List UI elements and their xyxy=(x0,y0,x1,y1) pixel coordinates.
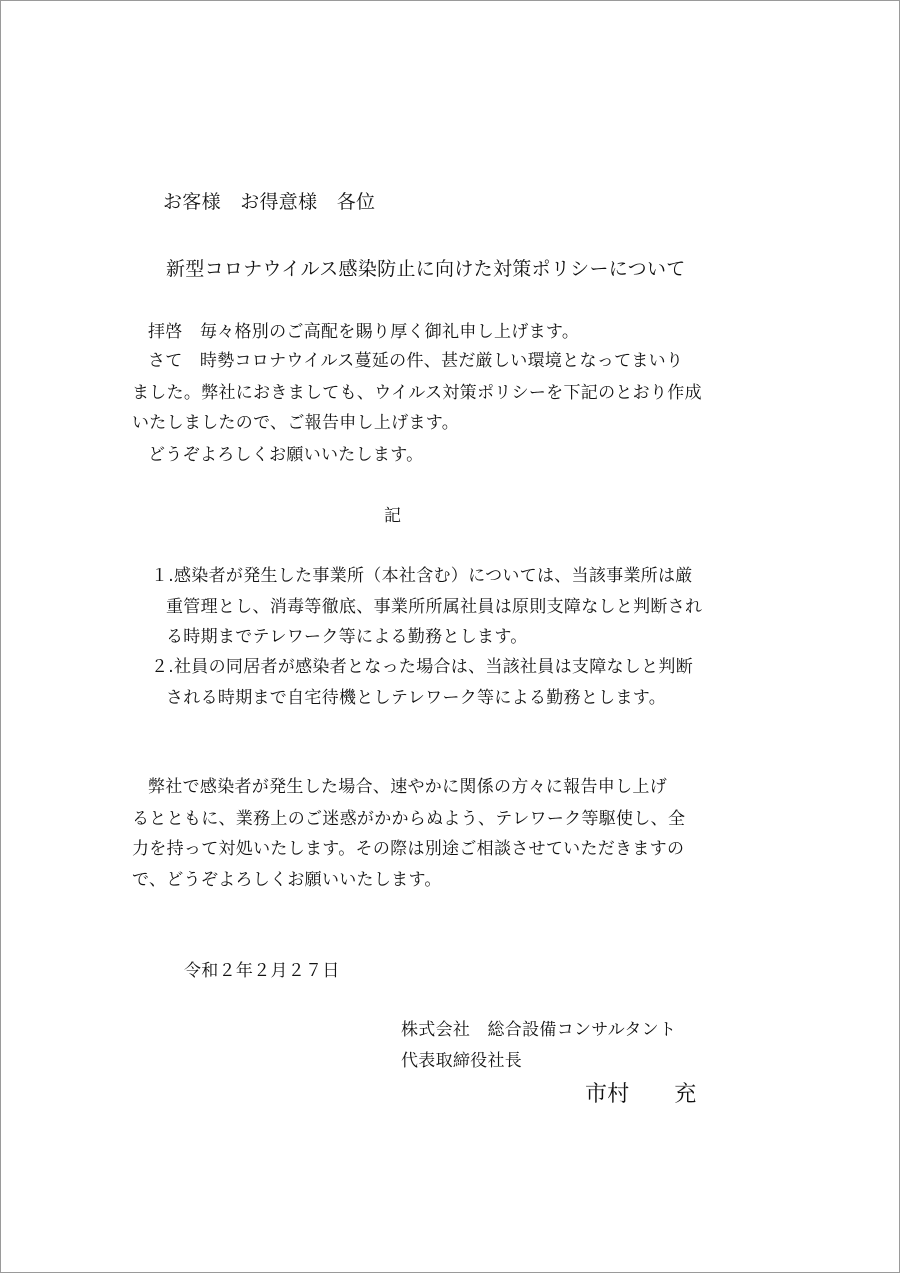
policy-item-line: ２.社員の同居者が感染者となった場合は、当該社員は支障なしと判断 xyxy=(151,657,694,677)
policy-item-line: る時期までテレワーク等による勤務とします。 xyxy=(166,627,528,647)
signer-name: 市村 充 xyxy=(585,1082,697,1107)
closing-line: で、どうぞよろしくお願いいたします。 xyxy=(132,870,442,890)
intro-line: いたしましたので、ご報告申し上げます。 xyxy=(132,413,459,433)
closing-line: 力を持って対処いたします。その際は別途ご相談させていただきますの xyxy=(132,839,685,859)
company-name: 株式会社 総合設備コンサルタント xyxy=(401,1020,677,1040)
intro-line: どうぞよろしくお願いいたします。 xyxy=(148,445,424,465)
policy-item-line: 重管理とし、消毒等徹底、事業所所属社員は原則支障なしと判断され xyxy=(166,597,703,617)
signer-position: 代表取締役社長 xyxy=(401,1051,523,1071)
closing-line: るとともに、業務上のご迷惑がかからぬよう、テレワーク等駆使し、全 xyxy=(132,809,686,829)
document-date: 令和２年２月２７日 xyxy=(184,961,340,981)
intro-line: 拝啓 毎々格別のご高配を賜り厚く御礼申し上げます。 xyxy=(148,322,580,342)
policy-item-line: される時期まで自宅待機としテレワーク等による勤務とします。 xyxy=(166,688,666,708)
intro-line: ました。弊社におきましても、ウイルス対策ポリシーを下記のとおり作成 xyxy=(132,383,702,403)
closing-line: 弊社で感染者が発生した場合、速やかに関係の方々に報告申し上げ xyxy=(148,777,667,797)
policy-item-line: １.感染者が発生した事業所（本社含む）については、当該事業所は厳 xyxy=(151,566,693,586)
addressee: お客様 お得意様 各位 xyxy=(163,191,376,213)
intro-line: さて 時勢コロナウイルス蔓延の件、甚だ厳しい環境となってまいり xyxy=(148,351,684,371)
ki-heading: 記 xyxy=(384,506,402,526)
document-title: 新型コロナウイルス感染防止に向けた対策ポリシーについて xyxy=(166,258,686,280)
